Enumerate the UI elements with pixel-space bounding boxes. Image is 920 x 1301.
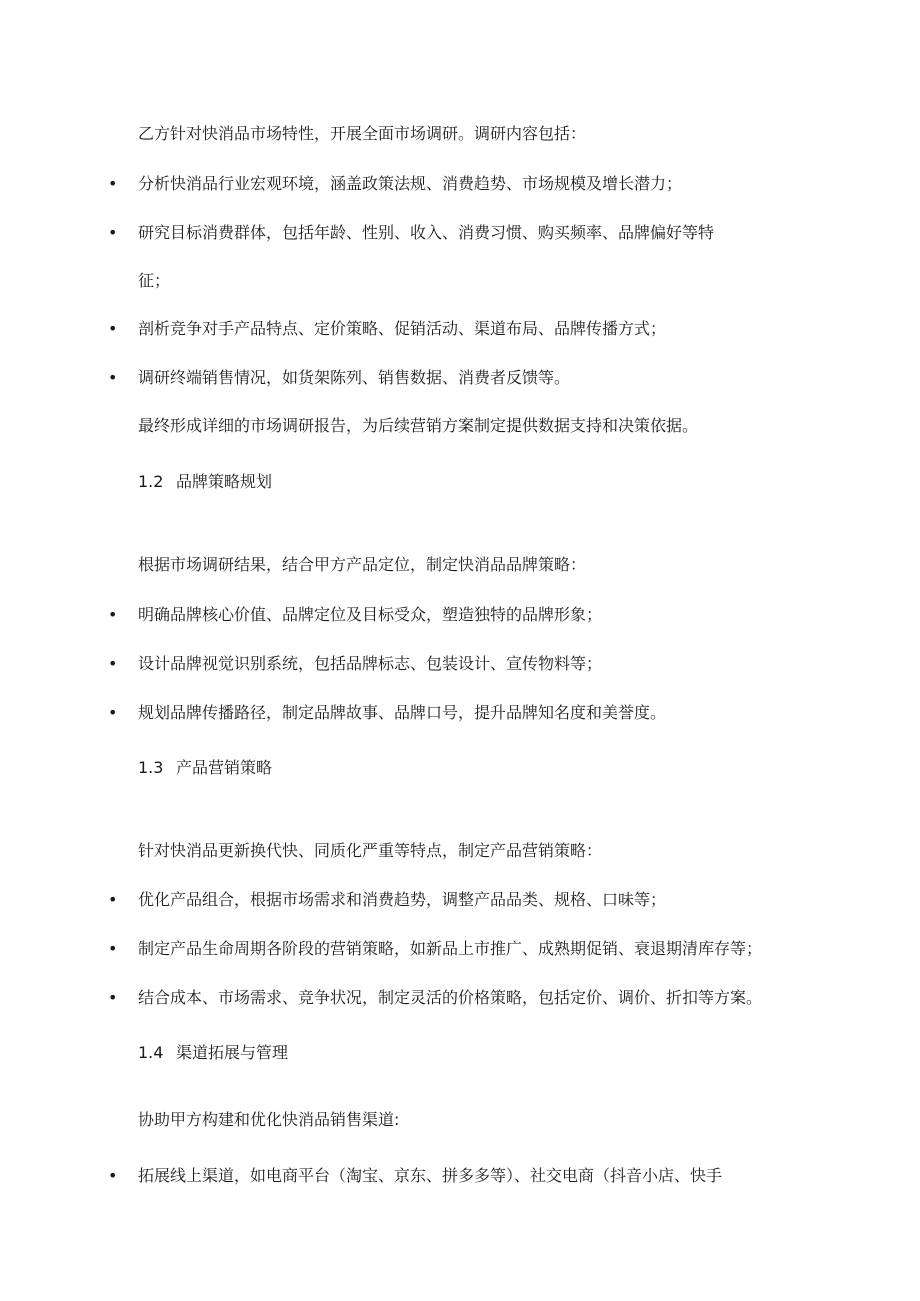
section-number: 1.4 [138,1043,164,1062]
section-title: 渠道拓展与管理 [176,1043,289,1062]
section-number: 1.3 [138,758,164,777]
list-item-continuation: 征； [138,271,171,290]
bullet-icon: • [108,703,118,722]
section-title: 品牌策略规划 [176,472,273,491]
bullet-icon: • [108,368,118,387]
list-item: 调研终端销售情况，如货架陈列、销售数据、消费者反馈等。 [138,368,571,387]
bullet-icon: • [108,223,118,242]
section4-intro: 协助甲方构建和优化快消品销售渠道: [138,1110,400,1129]
section-title: 产品营销策略 [176,758,273,777]
bullet-icon: • [108,174,118,193]
bullet-icon: • [108,605,118,624]
list-item: 剖析竞争对手产品特点、定价策略、促销活动、渠道布局、品牌传播方式； [138,319,667,338]
list-item: 拓展线上渠道，如电商平台（淘宝、京东、拼多多等）、社交电商（抖音小店、快手 [138,1166,723,1185]
bullet-icon: • [108,939,118,958]
section2-intro: 根据市场调研结果，结合甲方产品定位，制定快消品品牌策略： [138,555,587,574]
list-item: 规划品牌传播路径，制定品牌故事、品牌口号，提升品牌知名度和美誉度。 [138,703,667,722]
section3-intro: 针对快消品更新换代快、同质化严重等特点，制定产品营销策略： [138,841,603,860]
section-heading [138,757,272,779]
bullet-icon: • [108,319,118,338]
list-item: 结合成本、市场需求、竞争状况，制定灵活的价格策略，包括定价、调价、折扣等方案。 [138,988,763,1007]
list-item: 研究目标消费群体，包括年龄、性别、收入、消费习惯、购买频率、品牌偏好等特 [138,223,715,242]
section1-intro: 乙方针对快消品市场特性，开展全面市场调研。调研内容包括： [138,124,587,143]
bullet-icon: • [108,890,118,909]
list-item: 优化产品组合，根据市场需求和消费趋势，调整产品品类、规格、口味等； [138,890,667,909]
section1-conclusion: 最终形成详细的市场调研报告，为后续营销方案制定提供数据支持和决策依据。 [138,416,699,435]
section-number: 1.2 [138,472,164,491]
section-heading [138,1042,288,1064]
bullet-icon: • [108,988,118,1007]
bullet-icon: • [108,1166,118,1185]
list-item: 明确品牌核心价值、品牌定位及目标受众，塑造独特的品牌形象； [138,605,603,624]
section-heading [138,471,272,493]
bullet-icon: • [108,654,118,673]
list-item: 设计品牌视觉识别系统，包括品牌标志、包装设计、宣传物料等； [138,654,603,673]
list-item: 制定产品生命周期各阶段的营销策略，如新品上市推广、成熟期促销、衰退期清库存等； [138,939,763,958]
list-item: 分析快消品行业宏观环境，涵盖政策法规、消费趋势、市场规模及增长潜力； [138,174,683,193]
